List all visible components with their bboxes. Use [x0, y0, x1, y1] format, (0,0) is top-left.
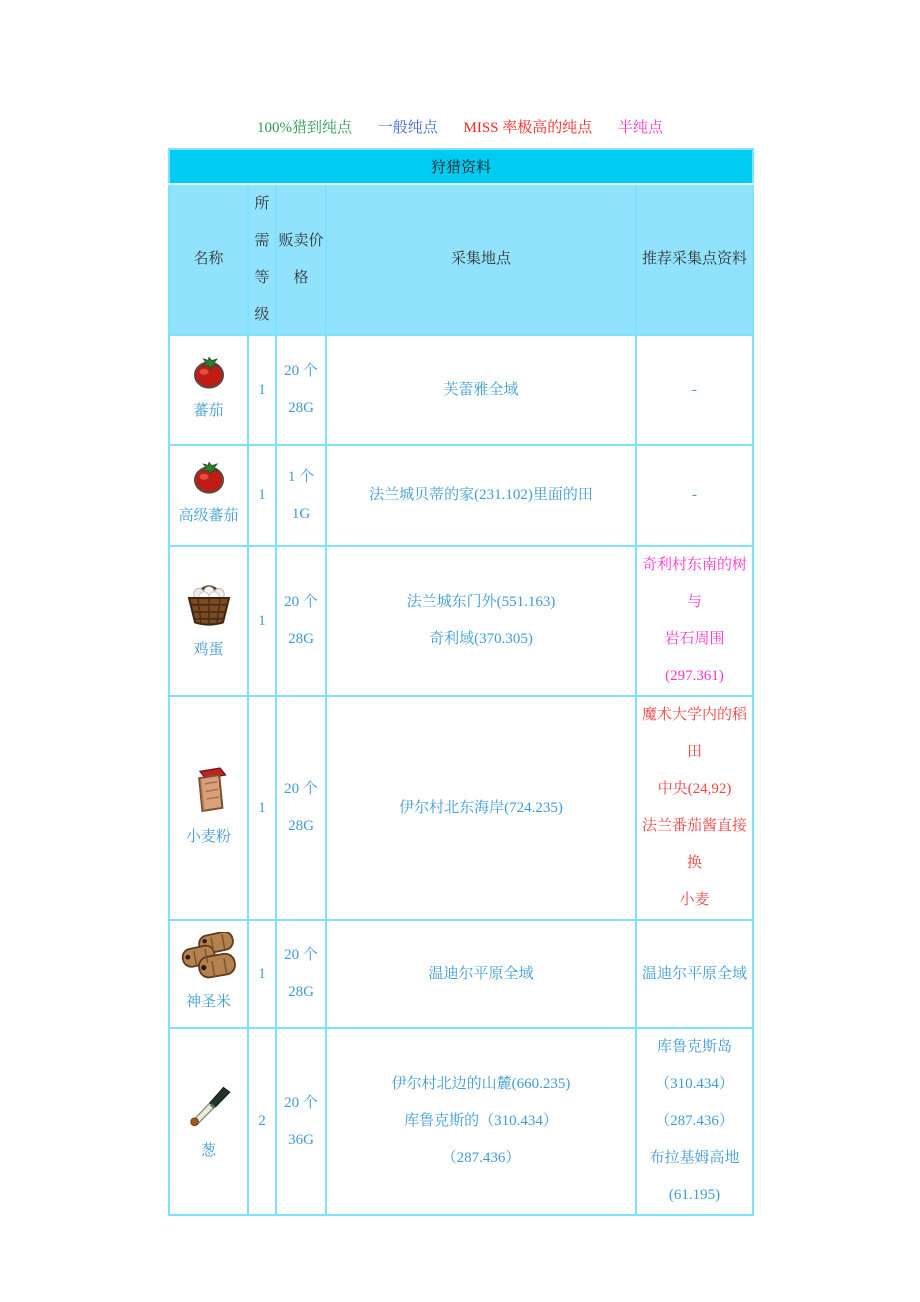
item-price-cell: 20 个 36G [276, 1028, 326, 1215]
header-recommended-spot: 推荐采集点资料 [636, 184, 753, 335]
item-level-cell: 1 [248, 920, 276, 1028]
flour-bag-icon [180, 765, 238, 820]
item-recommended-cell: - [636, 335, 753, 445]
rice-bales-icon [180, 932, 238, 985]
item-name: 小麦粉 [185, 828, 231, 845]
item-price-cell: 1 个 1G [276, 445, 326, 546]
table-caption: 狩猎资料 [169, 149, 753, 184]
egg-basket-icon [180, 578, 238, 633]
item-level-cell: 1 [248, 546, 276, 696]
table-header-row [169, 184, 753, 335]
header-name: 名称 [169, 184, 248, 335]
item-recommended-cell: 魔术大学内的稻田 中央(24,92) 法兰番茄酱直接换 小麦 [636, 696, 753, 920]
item-location-cell: 法兰城贝蒂的家(231.102)里面的田 [326, 445, 636, 546]
item-name: 葱 [200, 1143, 216, 1159]
header-gather-location: 采集地点 [326, 184, 636, 335]
hunting-table [168, 148, 754, 1216]
item-name-cell [169, 696, 248, 920]
item-recommended-cell: - [636, 445, 753, 546]
table-caption-row [169, 149, 753, 184]
table-row [169, 445, 753, 546]
item-level-cell: 2 [248, 1028, 276, 1215]
legend-item-miss-point: MISS 率极高的纯点 [463, 120, 593, 136]
item-location-cell: 法兰城东门外(551.163) 奇利域(370.305) [326, 546, 636, 696]
item-name-cell [169, 1028, 248, 1215]
item-recommended-cell: 温迪尔平原全域 [636, 920, 753, 1028]
item-location-cell: 温迪尔平原全域 [326, 920, 636, 1028]
legend [0, 0, 920, 137]
legend-item-half-point: 半纯点 [618, 120, 664, 136]
item-name: 鸡蛋 [193, 641, 224, 658]
scallion-icon [180, 1077, 238, 1134]
item-price-cell: 20 个 28G [276, 920, 326, 1028]
legend-item-normal-point: 一般纯点 [377, 120, 438, 136]
item-price-cell: 20 个 28G [276, 546, 326, 696]
item-name: 蕃茄 [193, 402, 224, 419]
tomato-icon [180, 460, 238, 499]
legend-item-sure-point: 100%猎到纯点 [256, 120, 352, 136]
header-required-level: 所 需 等 级 [248, 184, 276, 335]
header-sell-price: 贩卖价 格 [276, 184, 326, 335]
table-row [169, 1028, 753, 1215]
item-name-cell [169, 445, 248, 546]
table-row [169, 920, 753, 1028]
item-name: 神圣米 [185, 993, 231, 1010]
item-name-cell [169, 335, 248, 445]
item-recommended-cell: 库鲁克斯岛 （310.434） （287.436） 布拉基姆高地 (61.195) [636, 1028, 753, 1215]
table-row [169, 546, 753, 696]
item-location-cell: 芙蕾雅全域 [326, 335, 636, 445]
table-row [169, 335, 753, 445]
item-recommended-cell: 奇利村东南的树与 岩石周围(297.361) [636, 546, 753, 696]
item-name-cell [169, 920, 248, 1028]
item-name-cell [169, 546, 248, 696]
item-price-cell: 20 个 28G [276, 696, 326, 920]
item-location-cell: 伊尔村北边的山麓(660.235) 库鲁克斯的（310.434） （287.436） [326, 1028, 636, 1215]
item-level-cell: 1 [248, 335, 276, 445]
item-name: 高级蕃茄 [178, 508, 239, 524]
table-row [169, 696, 753, 920]
item-level-cell: 1 [248, 445, 276, 546]
item-level-cell: 1 [248, 696, 276, 920]
tomato-icon [180, 355, 238, 394]
item-price-cell: 20 个 28G [276, 335, 326, 445]
item-location-cell: 伊尔村北东海岸(724.235) [326, 696, 636, 920]
